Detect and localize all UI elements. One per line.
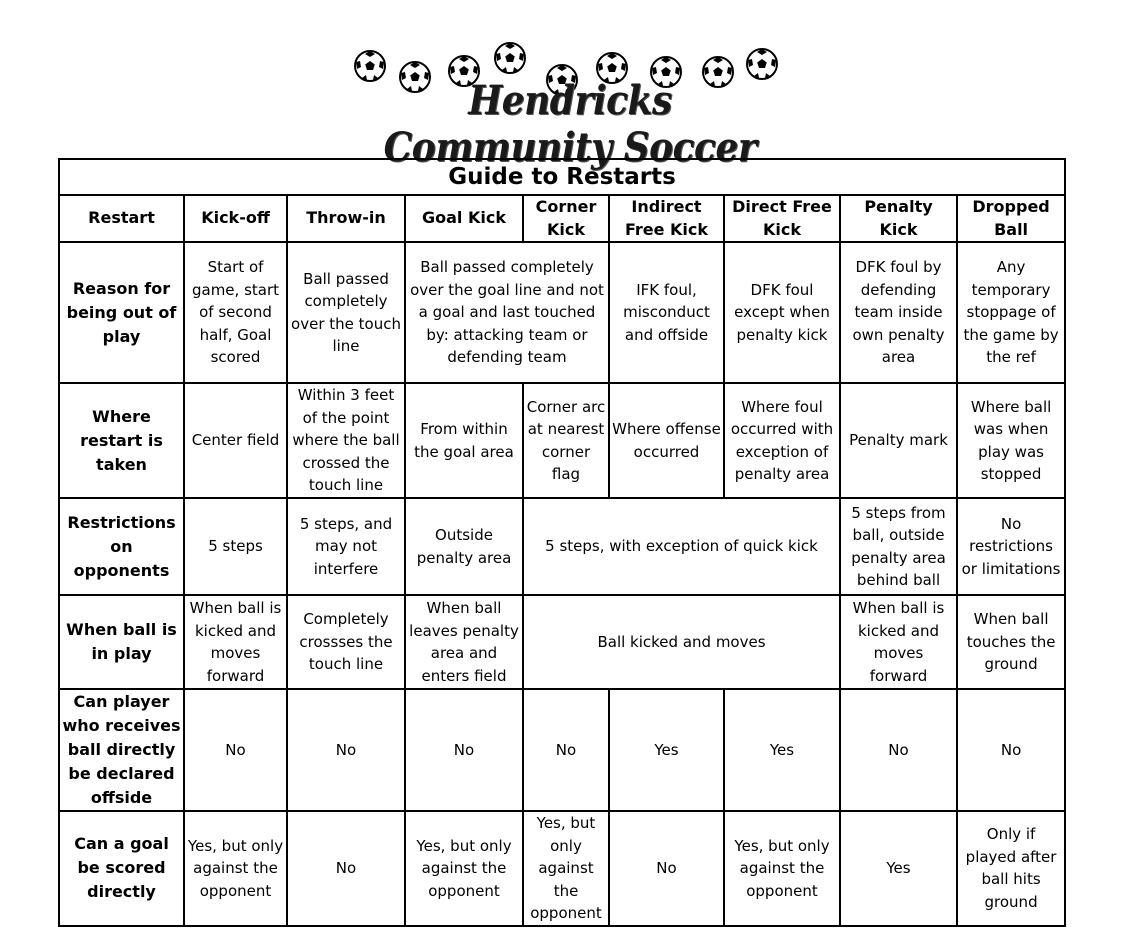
table-cell: Ball passed completely over the goal line and not a goal and last touched by: attacking team or defending team (405, 242, 609, 383)
table-cell: Within 3 feet of the point where the ball crossed the touch line (287, 383, 405, 498)
header-dropped-ball: Dropped Ball (957, 195, 1065, 242)
table-cell: DFK foul except when penalty kick (724, 242, 840, 383)
row-label-goal: Can a goal be scored directly (59, 811, 184, 926)
header-indirect-free-kick: Indirect Free Kick (609, 195, 724, 242)
table-cell: No (957, 689, 1065, 811)
row-label-where: Where restart is taken (59, 383, 184, 498)
table-cell: From within the goal area (405, 383, 523, 498)
table-cell: Ball passed completely over the touch line (287, 242, 405, 383)
table-cell: When ball is kicked and moves forward (840, 595, 957, 689)
table-cell: No (287, 689, 405, 811)
table-cell: DFK foul by defending team inside own penalty area (840, 242, 957, 383)
table-cell: Yes, but only against the opponent (724, 811, 840, 926)
table-cell: 5 steps, with exception of quick kick (523, 498, 840, 595)
table-row (59, 242, 1065, 383)
table-cell: No (609, 811, 724, 926)
header-kick-off: Kick-off (184, 195, 287, 242)
table-cell: Any temporary stoppage of the game by the ref (957, 242, 1065, 383)
header-penalty-kick: Penalty Kick (840, 195, 957, 242)
table-row (59, 595, 1065, 689)
table-cell: Start of game, start of second half, Goal scored (184, 242, 287, 383)
table-cell: IFK foul, misconduct and offside (609, 242, 724, 383)
table-cell: Penalty mark (840, 383, 957, 498)
table-cell: Only if played after ball hits ground (957, 811, 1065, 926)
header-row (59, 195, 1065, 242)
table-cell: No restrictions or limitations (957, 498, 1065, 595)
header-corner-kick: Corner Kick (523, 195, 609, 242)
header-direct-free-kick: Direct Free Kick (724, 195, 840, 242)
soccer-ball-icon (495, 43, 525, 73)
table-row (59, 498, 1065, 595)
title-row (59, 159, 1065, 195)
header-restart: Restart (59, 195, 184, 242)
table-cell: 5 steps, and may not interfere (287, 498, 405, 595)
table-cell: Ball kicked and moves (523, 595, 840, 689)
table-cell: 5 steps (184, 498, 287, 595)
restarts-table (58, 158, 1066, 927)
club-name: Hendricks Community Soccer (383, 76, 757, 172)
table-row (59, 811, 1065, 926)
row-label-restrictions: Restrictions on opponents (59, 498, 184, 595)
row-label-offside: Can player who receives ball directly be declared offside (59, 689, 184, 811)
table-cell: Yes (724, 689, 840, 811)
header-goal-kick: Goal Kick (405, 195, 523, 242)
table-cell: Completely crossses the touch line (287, 595, 405, 689)
table-cell: No (840, 689, 957, 811)
table-cell: Yes (840, 811, 957, 926)
table-cell: Where offense occurred (609, 383, 724, 498)
table-cell: 5 steps from ball, outside penalty area behind ball (840, 498, 957, 595)
row-label-reason: Reason for being out of play (59, 242, 184, 383)
table-cell: No (523, 689, 609, 811)
table-cell: Corner arc at nearest corner flag (523, 383, 609, 498)
table-cell: No (184, 689, 287, 811)
table-cell: No (287, 811, 405, 926)
table-cell: Yes, but only against the opponent (405, 811, 523, 926)
table-cell: Yes, but only against the opponent (523, 811, 609, 926)
table-cell: Yes, but only against the opponent (184, 811, 287, 926)
table-cell: When ball is kicked and moves forward (184, 595, 287, 689)
table-cell: When ball touches the ground (957, 595, 1065, 689)
row-label-in-play: When ball is in play (59, 595, 184, 689)
table-cell: Yes (609, 689, 724, 811)
table-cell: Where foul occurred with exception of penalty area (724, 383, 840, 498)
table-cell: Where ball was when play was stopped (957, 383, 1065, 498)
table-row (59, 383, 1065, 498)
table-row (59, 689, 1065, 811)
table-title: Guide to Restarts (59, 159, 1065, 195)
table-cell: Center field (184, 383, 287, 498)
soccer-ball-icon (747, 49, 777, 79)
table-cell: When ball leaves penalty area and enters field (405, 595, 523, 689)
table-cell: No (405, 689, 523, 811)
table-cell: Outside penalty area (405, 498, 523, 595)
header-throw-in: Throw-in (287, 195, 405, 242)
